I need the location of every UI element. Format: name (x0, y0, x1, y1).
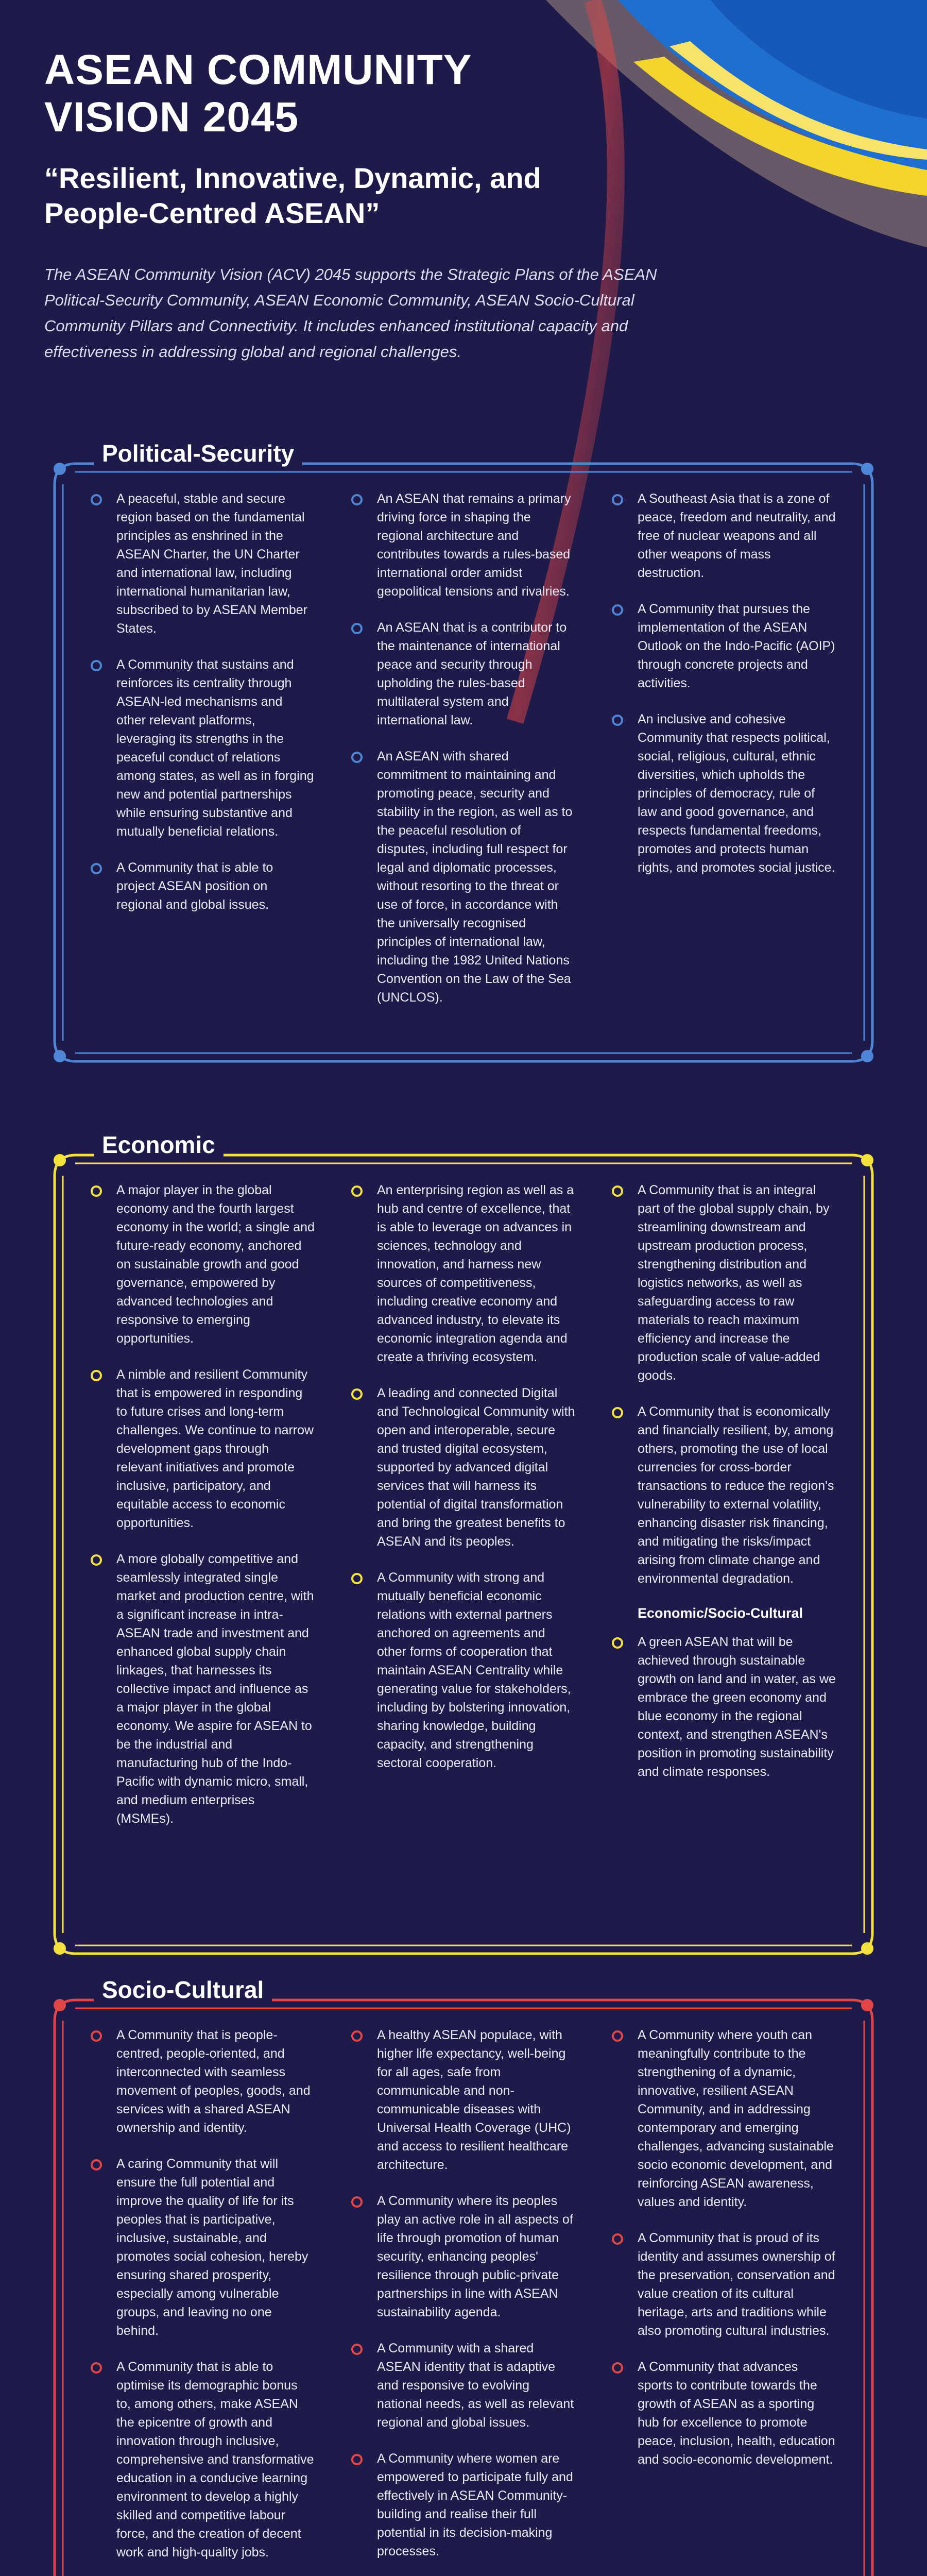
socio-columns (91, 2026, 836, 2576)
page-title: ASEAN COMMUNITY VISION 2045 (44, 46, 471, 141)
socio-col-1 (91, 2026, 315, 2576)
bullet-icon (351, 2196, 363, 2208)
list-item: A Community where women are empowered to participate fully and effectively in ASEAN Community-building and realise their full potential in its decision-making processes. (351, 2449, 576, 2561)
bullet-icon (351, 623, 363, 634)
political-security-section (44, 440, 883, 1072)
list-item: A Southeast Asia that is a zone of peace, freedom and neutrality, and free of nuclear weapons and all other weapons of mass destruction. (612, 489, 836, 582)
bullet-icon (91, 2362, 102, 2374)
bullet-icon (351, 2454, 363, 2465)
bullet-icon (612, 1407, 623, 1418)
political-col-1 (91, 489, 315, 1024)
bullet-icon (351, 1573, 363, 1584)
bullet-icon (91, 2030, 102, 2042)
list-item: A Community that pursues the implementation of the ASEAN Outlook on the Indo-Pacific (AOIP) through concrete projects and activities. (612, 600, 836, 692)
list-item: A Community that is people-centred, people-oriented, and interconnected with seamless movement of peoples, goods, and services with a shared ASEAN ownership and identity. (91, 2026, 315, 2137)
bullet-icon (612, 2233, 623, 2245)
list-item: A nimble and resilient Community that is empowered in responding to future crises and long-term challenges. We continue to narrow development gaps through relevant initiatives and promote inclusive, participatory, and equitable access to economic opportunities. (91, 1365, 315, 1532)
bullet-icon (91, 1370, 102, 1381)
political-col-3 (612, 489, 836, 1024)
list-item: A Community with a shared ASEAN identity that is adaptive and responsive to evolving national needs, as well as relevant regional and global issues. (351, 2339, 576, 2432)
political-col-2 (351, 489, 576, 1024)
bullet-icon (91, 863, 102, 874)
bullet-icon (351, 1388, 363, 1400)
bullet-icon (351, 494, 363, 505)
list-item: A Community that is able to optimise its demographic bonus to, among others, make ASEAN the epicentre of growth and innovation through inclusive, comprehensive and transformative education in a conducive learning environment to develop a highly skilled and competitive labour force, and the creation of decent work and high-quality jobs. (91, 2358, 315, 2562)
bullet-icon (351, 2344, 363, 2355)
bullet-icon (351, 752, 363, 763)
socio-col-2 (351, 2026, 576, 2576)
page-subtitle: “Resilient, Innovative, Dynamic, and People-Centred ASEAN” (44, 162, 541, 229)
list-item: An ASEAN with shared commitment to maintaining and promoting peace, security and stability in the region, as well as to the peaceful resolution of disputes, including full respect for legal and diplomatic processes, without resorting to the threat or use of force, in accordance with the universally recognised principles of international law, including the 1982 United Nations Convention on the Law of the Sea (UNCLOS). (351, 747, 576, 1007)
list-item: A green ASEAN that will be achieved through sustainable growth on land and in water, as we embrace the green economy and blue economy in the regional context, and strengthen ASEAN's position in promoting sustainability and climate responses. (612, 1633, 836, 1781)
list-item: An ASEAN that remains a primary driving force in shaping the regional architecture and contributes towards a rules-based international order amidst geopolitical tensions and rivalries. (351, 489, 576, 601)
bullet-icon (91, 494, 102, 505)
hero (44, 46, 662, 365)
bullet-icon (91, 1554, 102, 1566)
bullet-icon (612, 494, 623, 505)
list-item: An ASEAN that is a contributor to the maintenance of international peace and security through upholding the rules-based multilateral system and international law. (351, 618, 576, 730)
list-item: A Community that sustains and reinforces its centrality through ASEAN-led mechanisms and other relevant platforms, leveraging its strengths in the peaceful conduct of relations among states, as well as in forging new and potential partnerships while ensuring substantive and mutually beneficial relations. (91, 655, 315, 841)
bullet-icon (612, 2030, 623, 2042)
bullet-icon (91, 2159, 102, 2171)
economic-col-3 (612, 1181, 836, 1845)
bullet-icon (351, 1185, 363, 1197)
economic-col-1 (91, 1181, 315, 1845)
economic-col-2 (351, 1181, 576, 1845)
list-item: A Community that is able to project ASEAN position on regional and global issues. (91, 858, 315, 914)
bullet-icon (612, 2362, 623, 2374)
list-item: A Community that advances sports to contribute towards the growth of ASEAN as a sporting hub for excellence to promote peace, inclusion, health, education and socio-economic development. (612, 2358, 836, 2469)
bullet-icon (612, 604, 623, 616)
list-item: A leading and connected Digital and Technological Community with open and interoperable, secure and trusted digital ecosystem, supported by advanced digital services that will harness its potential of digital transformation and bring the greatest benefits to ASEAN and its peoples. (351, 1384, 576, 1551)
economic-columns (91, 1181, 836, 1845)
socio-col-3 (612, 2026, 836, 2576)
list-item: A Community with strong and mutually beneficial economic relations with external partners anchored on agreements and other forms of cooperation that maintain ASEAN Centrality while generating value for stakeholders, including by bolstering innovation, sharing knowledge, building capacity, and strengthening sectoral cooperation. (351, 1568, 576, 1772)
economic-socio-subheading: Economic/Socio-Cultural (638, 1605, 803, 1621)
socio-title: Socio-Cultural (94, 1976, 272, 2003)
intro-text: The ASEAN Community Vision (ACV) 2045 supports the Strategic Plans of the ASEAN Political-Security Community, ASEAN Economic Community, ASEAN Socio-Cultural Community Pillars and Connectivity. It includes enhanced institutional capacity and effectiveness in addressing global and regional challenges. (44, 265, 657, 361)
list-item: A Community that is an integral part of the global supply chain, by streamlining downstream and upstream production process, strengthening distribution and logistics networks, as well as safeguarding access to raw materials to reach maximum efficiency and increase the production scale of value-added goods. (612, 1181, 836, 1385)
list-item: A Community where youth can meaningfully contribute to the strengthening of a dynamic, innovative, resilient ASEAN Community, and in addressing contemporary and emerging challenges, advancing sustainable socio economic development, and reinforcing ASEAN awareness, values and identity. (612, 2026, 836, 2211)
political-title: Political-Security (94, 440, 302, 467)
list-item: A Community where its peoples play an active role in all aspects of life through promotion of human security, enhancing peoples' resilience through public-private partnerships in line with ASEAN sustainability agenda. (351, 2192, 576, 2321)
socio-cultural-section (44, 1976, 883, 2576)
list-item: A healthy ASEAN populace, with higher life expectancy, well-being for all ages, safe from communicable and non-communicable diseases with Universal Health Coverage (UHC) and access to resilient healthcare architecture. (351, 2026, 576, 2174)
list-item: An enterprising region as well as a hub and centre of excellence, that is able to leverage on advances in sciences, technology and innovation, and harness new sources of competitiveness, including creative economy and advanced industry, to elevate its economic integration agenda and create a thriving ecosystem. (351, 1181, 576, 1366)
list-item: A more globally competitive and seamlessly integrated single market and production centre, with a significant increase in intra-ASEAN trade and investment and enhanced global supply chain linkages, that harnesses its collective impact and influence as a major player in the global economy. We aspire for ASEAN to be the industrial and manufacturing hub of the Indo-Pacific with dynamic micro, small, and medium enterprises (MSMEs). (91, 1550, 315, 1828)
bullet-icon (351, 2030, 363, 2042)
bullet-icon (612, 1637, 623, 1649)
economic-title: Economic (94, 1131, 224, 1158)
bullet-icon (612, 715, 623, 726)
bullet-icon (91, 1185, 102, 1197)
political-columns (91, 489, 836, 1024)
bullet-icon (91, 660, 102, 671)
list-item: An inclusive and cohesive Community that respects political, social, religious, cultural, ethnic diversities, which upholds the principles of democracy, rule of law and good governance, and respects fundamental freedoms, promotes and protects human rights, and promotes social justice. (612, 710, 836, 877)
list-item: A caring Community that will ensure the full potential and improve the quality of life for its peoples that is participative, inclusive, sustainable, and promotes social cohesion, hereby ensuring shared prosperity, especially among vulnerable groups, and leaving no one behind. (91, 2155, 315, 2340)
list-item: A major player in the global economy and the fourth largest economy in the world; a single and future-ready economy, anchored on sustainable growth and good governance, empowered by advanced technologies and responsive to emerging opportunities. (91, 1181, 315, 1348)
list-item: A Community that is proud of its identity and assumes ownership of the preservation, conservation and value creation of its cultural heritage, arts and traditions while also promoting cultural industries. (612, 2229, 836, 2340)
economic-section (44, 1131, 883, 1964)
list-item: A Community that is economically and financially resilient, by, among others, promoting the use of local currencies for cross-border transactions to reduce the region's vulnerability to external volatility, enhancing disaster risk financing, and mitigating the risks/impact arising from climate change and environmental degradation. (612, 1402, 836, 1588)
list-item: A peaceful, stable and secure region based on the fundamental principles as enshrined in the ASEAN Charter, the UN Charter and international law, including international humanitarian law, subscribed to by ASEAN Member States. (91, 489, 315, 638)
bullet-icon (612, 1185, 623, 1197)
